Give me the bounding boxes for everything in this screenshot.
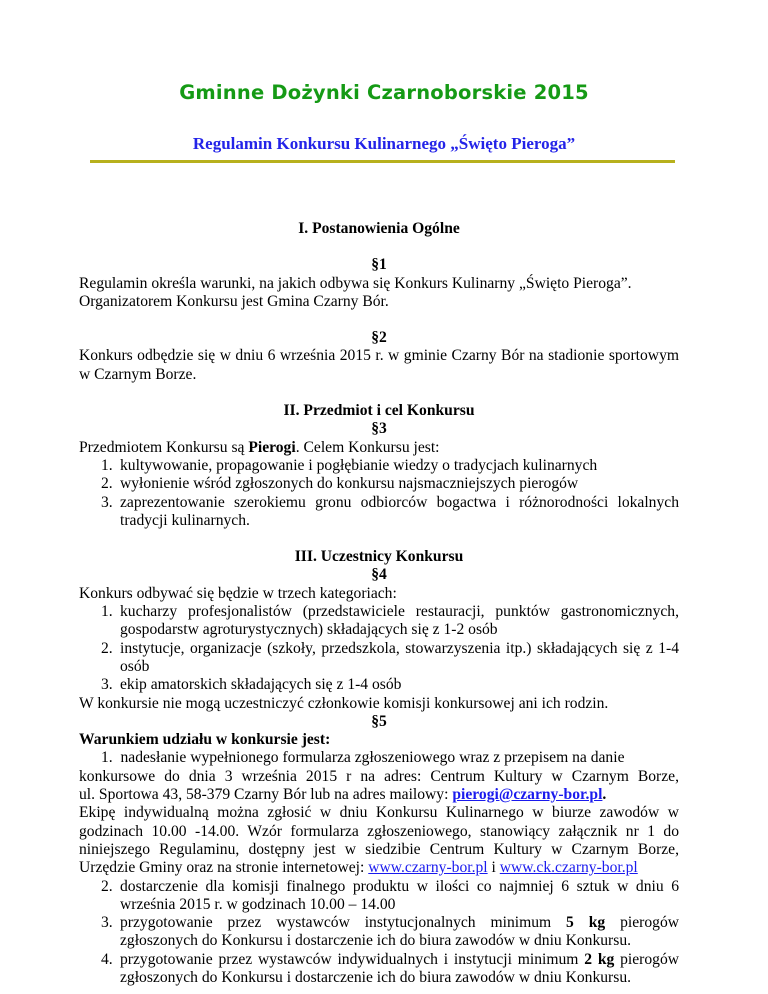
goals-list xyxy=(79,457,679,530)
document-subtitle: Regulamin Konkursu Kulinarnego „Święto Pieroga” xyxy=(192,134,576,153)
categories-list xyxy=(79,603,679,694)
paragraph-mark-1: §1 xyxy=(371,256,387,274)
list-item: 4. przygotowanie przez wystawców indywidualnych i instytucji minimum 2 kg pierogów zgłoszonych do Konkursu i dostarczenie ich do biura zawodów w dniu Konkursu. xyxy=(101,950,680,986)
paragraph-mark-5: §5 xyxy=(371,712,387,730)
paragraph-1-line-2: Organizatorem Konkursu jest Gmina Czarny Bór. xyxy=(79,292,389,310)
section-heading-subject: II. Przedmiot i cel Konkursu xyxy=(283,402,475,420)
paragraph-mark-4: §4 xyxy=(371,566,387,584)
section-heading-general: I. Postanowienia Ogólne xyxy=(298,220,460,237)
list-item: 3. ekip amatorskich składających się z 1-4 osób xyxy=(101,676,402,694)
condition-1-line-3: ul. Sportowa 43, 58-379 Czarny Bór lub na adres mailowy: pierogi@czarny-bor.pl. xyxy=(79,786,607,804)
list-item: 1. kultywowanie, propagowanie i pogłębianie wiedzy o tradycjach kulinarnych xyxy=(101,456,598,474)
list-item: 3. zaprezentowanie szerokiemu gronu odbiorców bogactwa i różnorodności lokalnych tradycji kulinarnych. xyxy=(101,493,679,529)
paragraph-3-intro: Przedmiotem Konkursu są Pierogi. Celem Konkursu jest: xyxy=(79,438,440,456)
title-divider xyxy=(90,160,675,163)
paragraph-4-note: W konkursie nie mogą uczestniczyć członkowie komisji konkursowej ani ich rodzin. xyxy=(79,694,609,712)
paragraph-mark-2: §2 xyxy=(371,329,387,347)
registration-paragraph: Ekipę indywidualną można zgłosić w dniu Konkursu Kulinarnego w biurze zawodów w godzinach 10.00 -14.00. Wzór formularza zgłoszeniowego, stanowiący załącznik nr 1 do niniejszego Regulaminu, dostępny jest w siedzibie Centrum Kultury w Czarnym Borze, Urzędzie Gminy oraz na stronie internetowej: www.czarny-bor.pl i www.ck.czarny-bor.pl xyxy=(79,804,679,877)
condition-1-line-2: konkursowe do dnia 3 września 2015 r na adres: Centrum Kultury w Czarnym Borze, xyxy=(79,767,679,785)
list-item: 2. instytucje, organizacje (szkoły, przedszkola, stowarzyszenia itp.) składających się z 1-4 osób xyxy=(101,639,679,675)
website-link-culture-center[interactable]: www.ck.czarny-bor.pl xyxy=(499,859,638,877)
paragraph-5-heading: Warunkiem udziału w konkursie jest: xyxy=(79,731,331,749)
paragraph-2-text: Konkurs odbędzie się w dniu 6 września 2015 r. w gminie Czarny Bór na stadionie sportowym w Czarnym Borze. xyxy=(79,347,679,383)
website-link-main[interactable]: www.czarny-bor.pl xyxy=(368,859,488,877)
pierogi-emphasis: Pierogi xyxy=(248,438,296,456)
email-link[interactable]: pierogi@czarny-bor.pl xyxy=(452,786,603,804)
condition-1-line-1: 1. nadesłanie wypełnionego formularza zgłoszeniowego wraz z przepisem na danie xyxy=(101,749,625,767)
document-body xyxy=(79,220,679,987)
list-item: 2. wyłonienie wśród zgłoszonych do konkursu najsmaczniejszych pierogów xyxy=(101,475,579,493)
paragraph-mark-3: §3 xyxy=(371,420,387,438)
list-item: 2. dostarczenie dla komisji finalnego produktu w ilości co najmniej 6 sztuk w dniu 6 września 2015 r. w godzinach 10.00 – 14.00 xyxy=(101,877,679,913)
list-item: 1. kucharzy profesjonalistów (przedstawiciele restauracji, punktów gastronomicznych, gospodarstw agroturystycznych) składających się z 1-2 osób xyxy=(101,603,679,639)
section-heading-participants: III. Uczestnicy Konkursu xyxy=(294,548,464,566)
list-item: 3. przygotowanie przez wystawców instytucjonalnych minimum 5 kg pierogów zgłoszonych do Konkursu i dostarczenie ich do biura zawodów w dniu Konkursu. xyxy=(101,914,680,950)
paragraph-4-intro: Konkurs odbywać się będzie w trzech kategoriach: xyxy=(79,584,397,602)
conditions-list xyxy=(79,878,679,988)
document-title: Gminne Dożynki Czarnoborskie 2015 xyxy=(179,81,589,104)
paragraph-1-line-1: Regulamin określa warunki, na jakich odbywa się Konkurs Kulinarny „Święto Pieroga”. xyxy=(79,274,632,292)
